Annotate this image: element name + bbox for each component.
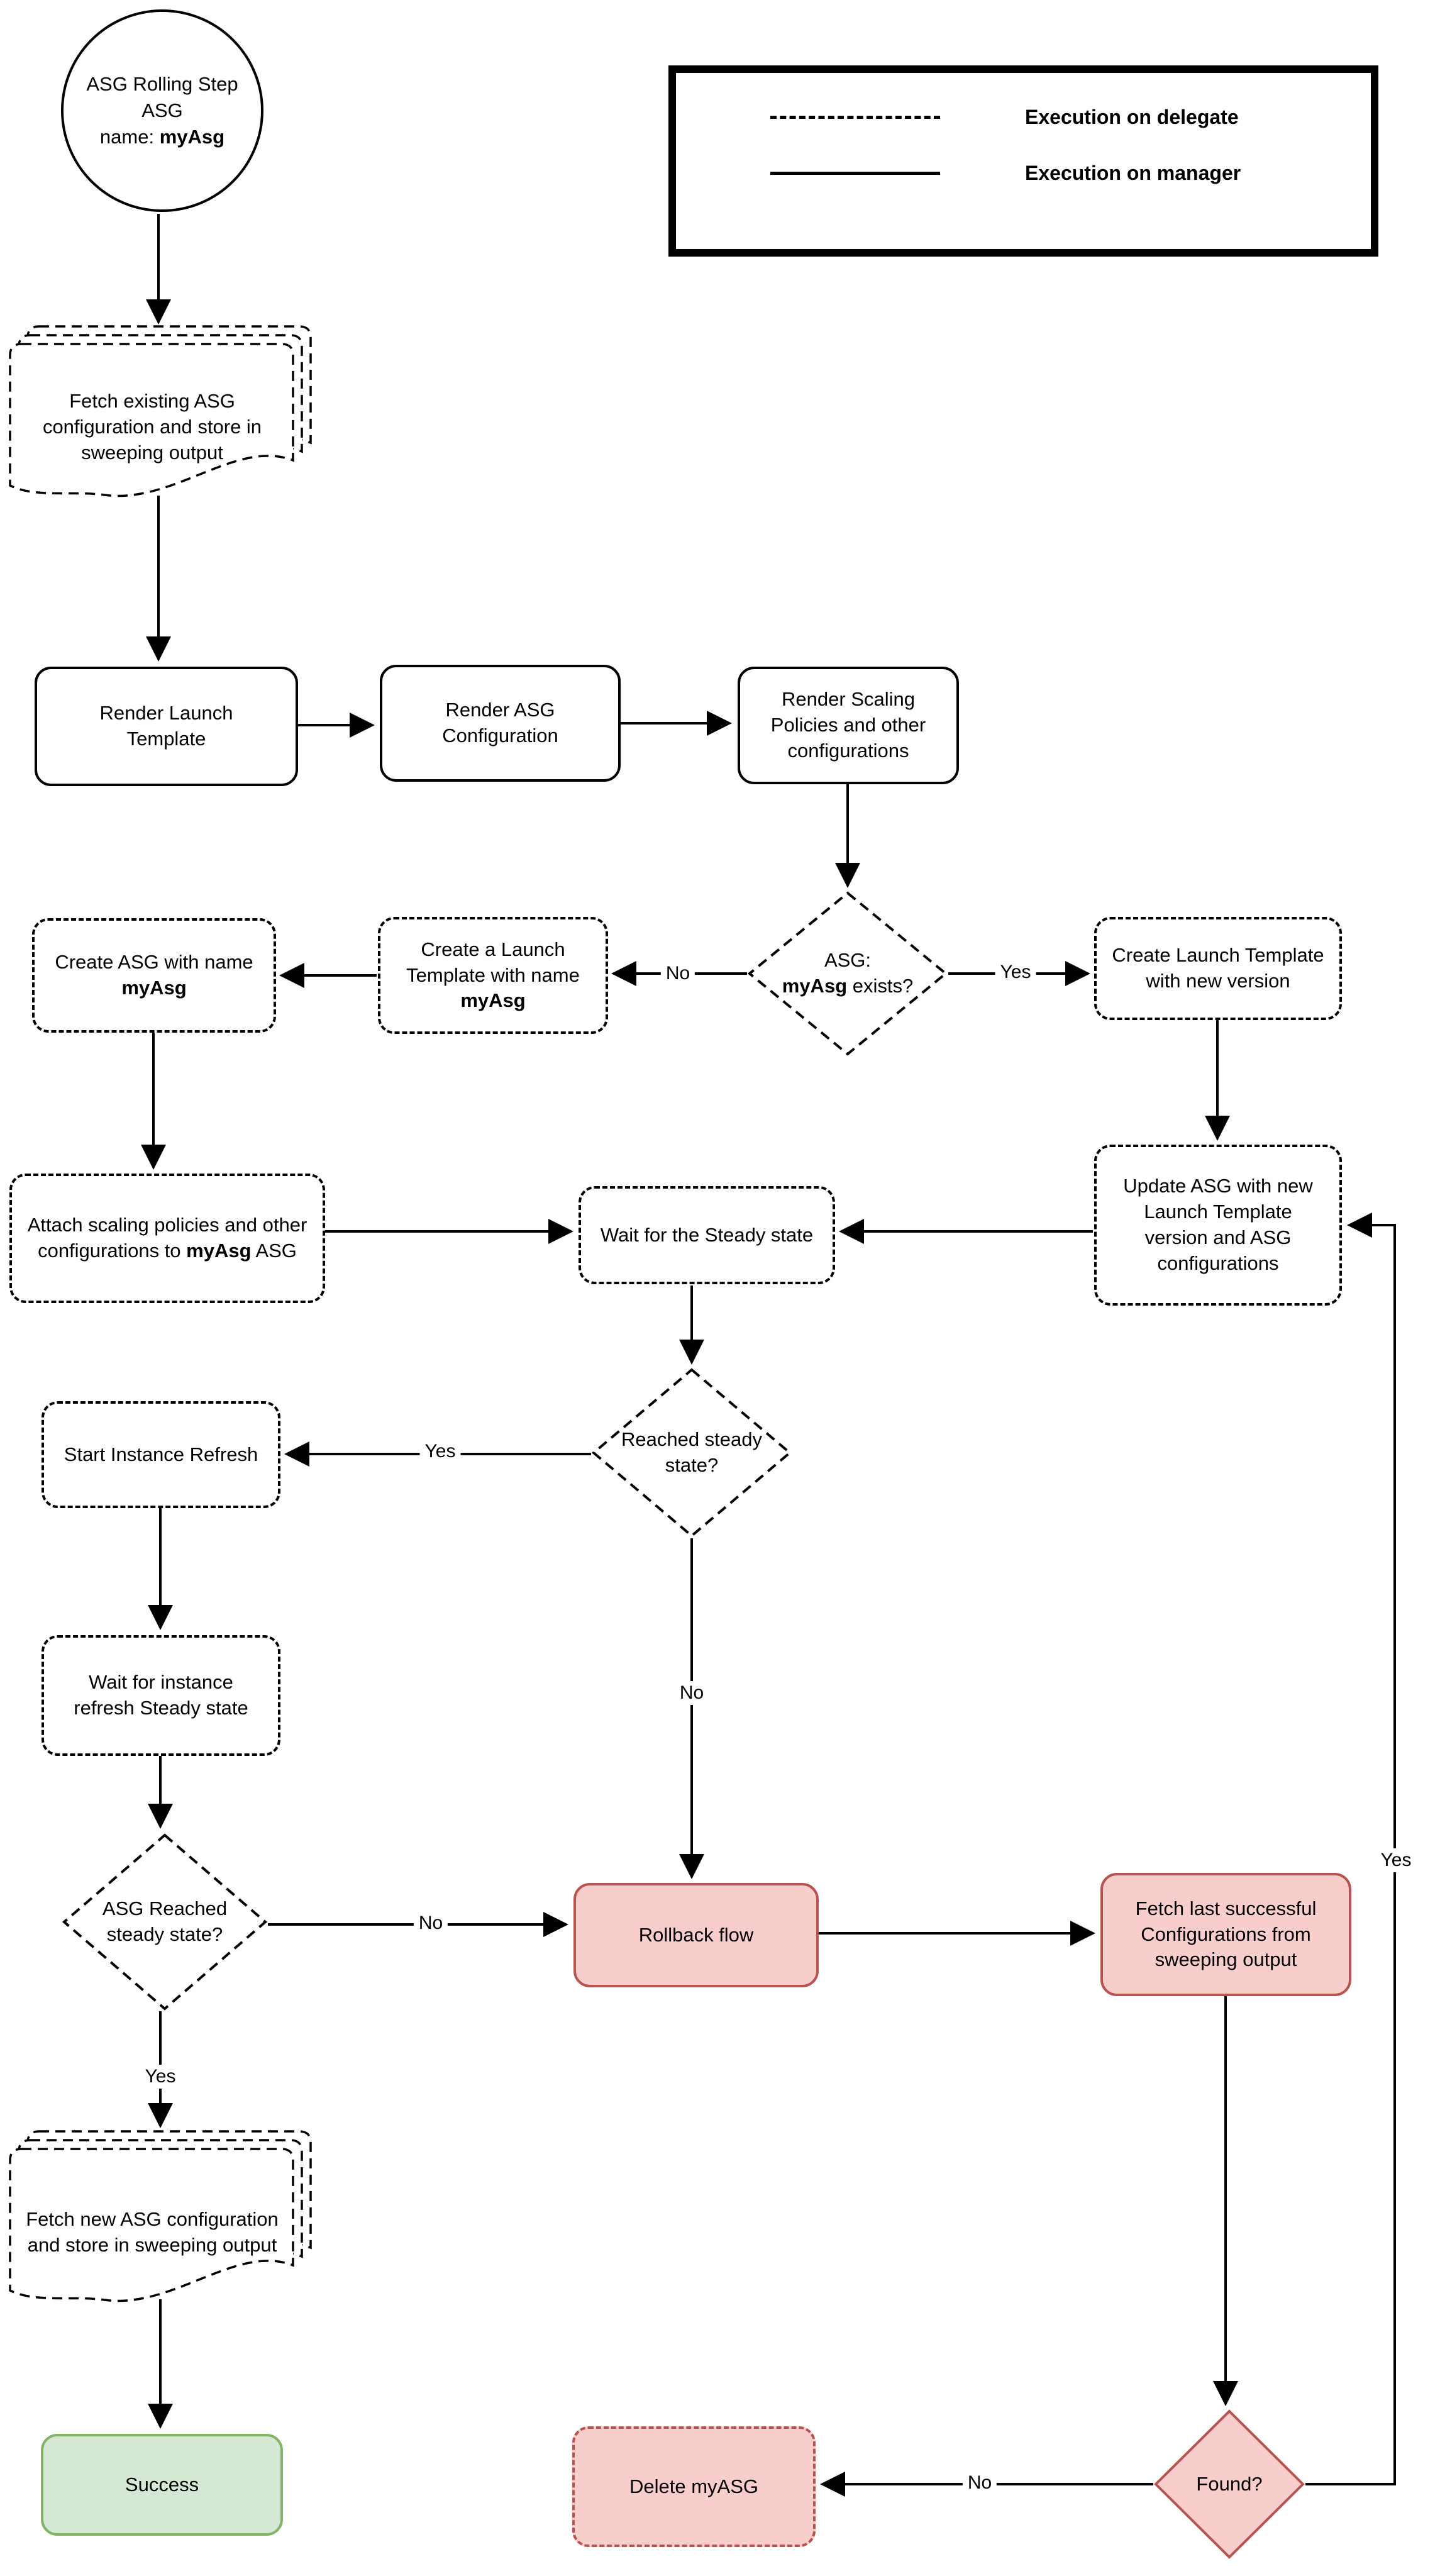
start-circle-label: ASG Rolling Step ASG name: myAsg xyxy=(86,73,238,148)
node-create-asg: Create ASG with name myAsg xyxy=(32,918,276,1033)
node-asg-reached-steady-decision xyxy=(63,1834,267,2010)
node-delete-myasg: Delete myASG xyxy=(572,2426,816,2547)
node-start-circle xyxy=(61,9,263,212)
node-create-launch-template: Create a Launch Template with name myAsg xyxy=(378,917,608,1034)
edge-label-asg-reached-no: No xyxy=(414,1911,448,1935)
edge-label-found-yes: Yes xyxy=(1376,1848,1417,1872)
edge-label-reached-steady-yes: Yes xyxy=(420,1440,461,1463)
node-attach-scaling-policies: Attach scaling policies and other configurations to myAsg ASG xyxy=(9,1174,325,1303)
fetch-existing-label: Fetch existing ASG configuration and store in sweeping output xyxy=(42,390,262,464)
legend xyxy=(668,65,1378,257)
node-fetch-new-config xyxy=(9,2129,317,2318)
node-wait-instance-refresh: Wait for instance refresh Steady state xyxy=(42,1635,280,1756)
node-render-asg-configuration: Render ASG Configuration xyxy=(380,665,621,782)
edge-label-asg-exists-no: No xyxy=(661,962,695,985)
legend-label-delegate: Execution on delegate xyxy=(1025,106,1239,128)
edge-label-found-no: No xyxy=(963,2471,997,2495)
legend-row-delegate xyxy=(770,106,1371,129)
edge-label-reached-steady-no: No xyxy=(675,1681,709,1705)
node-fetch-existing-config xyxy=(9,324,317,513)
node-update-asg: Update ASG with new Launch Template version and ASG configurations xyxy=(1094,1145,1342,1306)
node-fetch-last-configurations: Fetch last successful Configurations from sweeping output xyxy=(1100,1873,1351,1996)
node-rollback-flow: Rollback flow xyxy=(573,1883,819,1987)
node-start-instance-refresh: Start Instance Refresh xyxy=(42,1401,280,1508)
found-label: Found? xyxy=(1196,2472,1263,2495)
node-create-launch-template-new-version: Create Launch Template with new version xyxy=(1094,917,1342,1020)
node-success: Success xyxy=(41,2434,283,2536)
fetch-new-label: Fetch new ASG configuration and store in sweeping output xyxy=(26,2207,279,2256)
node-render-scaling-policies: Render Scaling Policies and other configurations xyxy=(738,667,959,784)
legend-row-manager xyxy=(770,162,1371,185)
node-render-launch-template: Render Launch Template xyxy=(35,667,298,786)
node-wait-steady-state: Wait for the Steady state xyxy=(579,1186,835,1284)
dashed-line-sample xyxy=(770,116,940,119)
asg-exists-label: ASG: myAsg exists? xyxy=(782,949,914,997)
edge-label-asg-reached-yes: Yes xyxy=(140,2065,181,2089)
node-found-decision xyxy=(1155,2410,1304,2558)
node-asg-exists-decision xyxy=(748,892,947,1055)
edge-label-asg-exists-yes: Yes xyxy=(995,960,1036,984)
reached-steady-label: Reached steady state? xyxy=(621,1428,763,1476)
node-reached-steady-decision xyxy=(592,1368,791,1537)
solid-line-sample xyxy=(770,172,940,175)
asg-reached-steady-label: ASG Reached steady state? xyxy=(102,1897,228,1945)
legend-label-manager: Execution on manager xyxy=(1025,162,1241,184)
